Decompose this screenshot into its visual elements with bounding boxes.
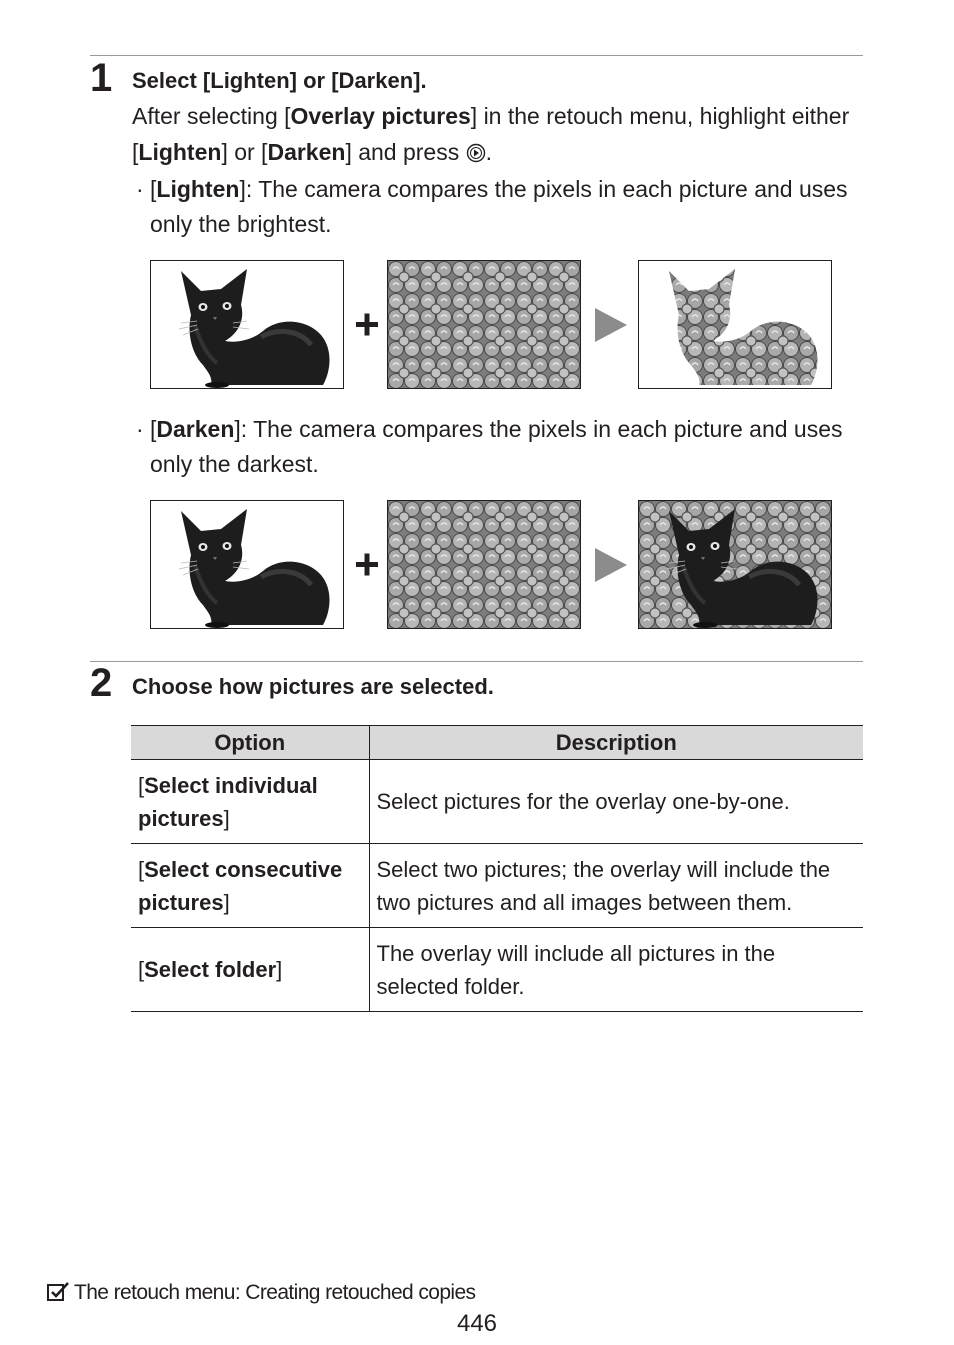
result-arrow-icon (593, 304, 629, 346)
darken-label: Darken (156, 416, 235, 442)
retouch-menu-icon (46, 1280, 70, 1304)
step-1-instructions: After selecting [Overlay pictures] in the retouch menu, highlight either [Lighten] or [Darken] and press . (132, 103, 850, 165)
selection-options-table (131, 725, 863, 1012)
table-row (131, 928, 863, 1012)
step-2-number: 2 (90, 661, 113, 705)
lighten-bullet: · [Lighten]: The camera compares the pixels in each picture and uses only the brightest. (136, 172, 866, 242)
column-header-option: Option (131, 726, 369, 760)
darken-figure (150, 500, 834, 630)
option-cell: [Select individual pictures] (131, 760, 369, 844)
cat-image (150, 260, 344, 389)
multi-selector-right-icon (466, 143, 486, 163)
table-row (131, 760, 863, 844)
option-cell: [Select consecutive pictures] (131, 844, 369, 928)
table-row (131, 844, 863, 928)
description-cell: Select two pictures; the overlay will include the two pictures and all images between them. (369, 844, 863, 928)
menu-item-overlay-pictures: Overlay pictures (290, 103, 471, 129)
step-1-number: 1 (90, 56, 113, 100)
step-1-title: Select [Lighten] or [Darken]. (132, 68, 427, 93)
plus-icon (353, 296, 381, 354)
cat-image (150, 500, 344, 629)
section-link[interactable] (46, 1279, 475, 1307)
step-1-rule (90, 55, 863, 56)
clover-image (387, 260, 581, 389)
bullet-dot: · (136, 416, 144, 442)
column-header-description: Description (369, 726, 863, 760)
option-lighten-ref: Lighten (138, 139, 222, 165)
result-arrow-icon (593, 544, 629, 586)
description-cell: The overlay will include all pictures in the selected folder. (369, 928, 863, 1012)
plus-icon (353, 536, 381, 594)
page-number: 446 (456, 1310, 498, 1337)
step-2-rule (90, 661, 863, 662)
lighten-figure (150, 260, 834, 390)
description-cell: Select pictures for the overlay one-by-one. (369, 760, 863, 844)
step-2-title: Choose how pictures are selected. (132, 674, 494, 699)
lighten-result-image (638, 260, 832, 389)
bullet-dot: · (136, 176, 144, 202)
table-header-row (131, 726, 863, 760)
clover-image (387, 500, 581, 629)
darken-bullet: · [Darken]: The camera compares the pixels in each picture and uses only the darkest. (136, 412, 866, 482)
option-cell: [Select folder] (131, 928, 369, 1012)
darken-result-image (638, 500, 832, 629)
option-darken-ref: Darken (267, 139, 346, 165)
lighten-label: Lighten (156, 176, 240, 202)
section-link-label[interactable]: The retouch menu: Creating retouched copies (74, 1281, 476, 1304)
